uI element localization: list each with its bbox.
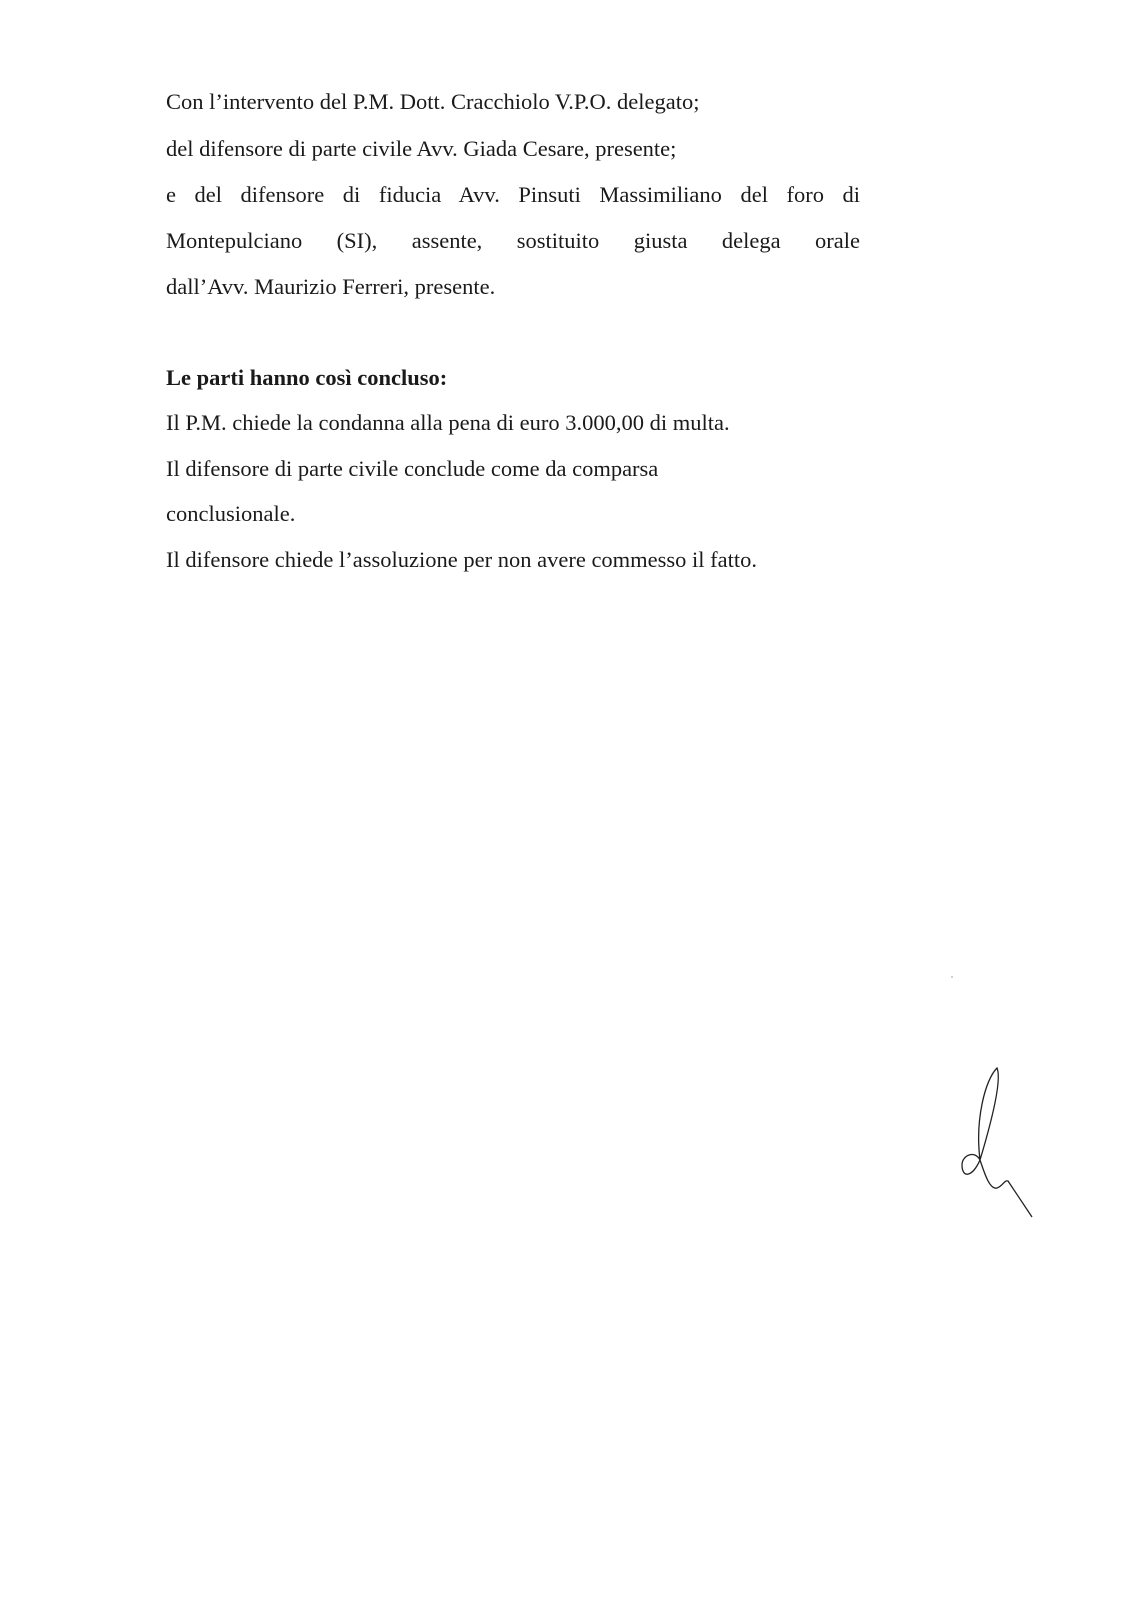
- conclusion-line: conclusionale.: [166, 501, 296, 526]
- intro-line: del difensore di parte civile Avv. Giada Cesare, presente;: [166, 136, 677, 161]
- intro-line: dall’Avv. Maurizio Ferreri, presente.: [166, 274, 496, 299]
- conclusions-heading: Le parti hanno così concluso:: [166, 365, 448, 390]
- conclusion-line: Il P.M. chiede la condanna alla pena di euro 3.000,00 di multa.: [166, 410, 730, 435]
- intro-line: e del difensore di fiducia Avv. Pinsuti Massimiliano del foro di: [166, 182, 860, 207]
- conclusion-line: Il difensore chiede l’assoluzione per non avere commesso il fatto.: [166, 547, 758, 572]
- intro-line: Montepulciano (SI), assente, sostituito giusta delega orale: [166, 228, 860, 253]
- conclusion-line: Il difensore di parte civile conclude come da comparsa: [166, 456, 659, 481]
- intro-line: Con l’intervento del P.M. Dott. Cracchiolo V.P.O. delegato;: [166, 89, 700, 114]
